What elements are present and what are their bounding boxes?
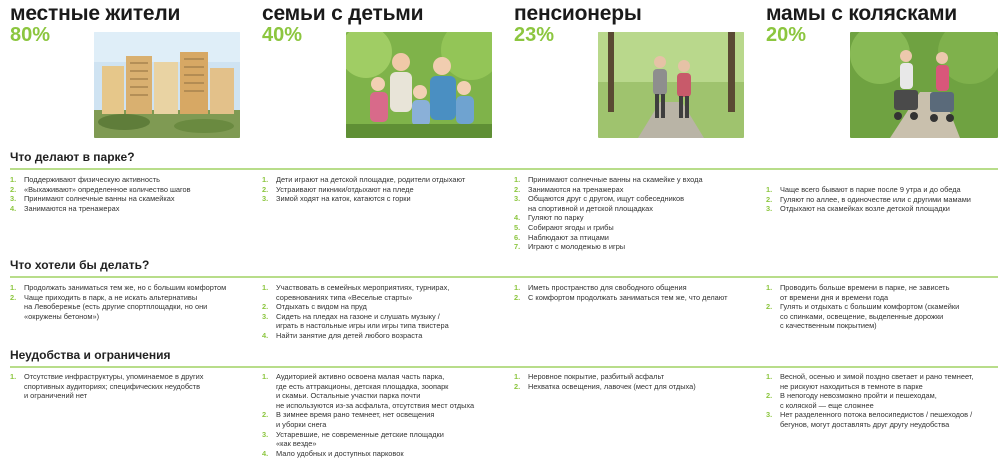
list-item-text: Проводить больше времени в парке, не зависеть от времени дня и времени года — [780, 283, 950, 302]
list-item — [262, 312, 502, 331]
section-divider — [10, 276, 998, 278]
list-item — [262, 449, 502, 459]
list-item-text: Зимой ходят на каток, катаются с горки — [276, 194, 411, 204]
list-item-number: 1. — [262, 175, 269, 184]
list-item — [766, 283, 1000, 302]
list-item — [766, 185, 1000, 195]
group-title: пенсионеры — [514, 2, 642, 25]
list-item-number: 4. — [514, 213, 521, 223]
group-title: семьи с детьми — [262, 2, 424, 25]
inconveniences-local-residents — [10, 372, 250, 401]
list-item-text: Устраивают пикники/отдыхают на пледе — [276, 184, 414, 194]
inconveniences-pensioners — [514, 372, 754, 391]
list-item — [10, 204, 250, 214]
list-item-text: В непогоду невозможно пройти и пешеходам, с коляской — еще сложнее — [780, 391, 937, 410]
what-they-want-pensioners — [514, 283, 754, 302]
what-they-want-mothers — [766, 283, 1000, 331]
family-with-children-photo — [346, 32, 492, 138]
list-item — [514, 242, 754, 252]
list-item-text: С комфортом продолжать заниматься тем же, что делают — [528, 292, 728, 302]
list-item — [514, 293, 754, 303]
list-item-number: 1. — [766, 283, 773, 292]
list-item — [766, 372, 1000, 391]
list-item — [262, 283, 502, 302]
list-item-text: Дети играют на детской площадке, родители отдыхают — [276, 175, 466, 184]
list-item-text: Занимаются на тренажерах — [24, 203, 120, 213]
group-title: мамы с колясками — [766, 2, 957, 25]
list-item-text: Сидеть на пледах на газоне и слушать музыку / играть в настольные игры или игры типа твистера — [276, 311, 449, 331]
list-item-number: 2. — [514, 292, 521, 302]
list-item-number: 2. — [514, 184, 521, 194]
list-item-number: 1. — [514, 283, 521, 292]
inconveniences-mothers — [766, 372, 1000, 430]
group-title: местные жители — [10, 2, 181, 25]
list-item — [10, 185, 250, 195]
section-divider — [10, 366, 998, 368]
list-item-text: Устаревшие, не современные детские площадки «как везде» — [276, 429, 444, 449]
list-item-text: Чаще приходить в парк, а не искать альтернативы на Левобережье (есть другие спортплощадки, но они «окружены бетоном») — [24, 292, 208, 321]
list-item-text: Занимаются на тренажерах — [528, 184, 624, 194]
list-item-number: 3. — [262, 429, 269, 439]
list-item — [514, 372, 754, 382]
list-item-text: Участвовать в семейных мероприятиях, турнирах, соревнованиях типа «Веселые старты» — [276, 283, 450, 302]
audience-groups — [10, 0, 1000, 140]
list-item-number: 1. — [262, 283, 269, 292]
list-item-text: Чаще всего бывают в парке после 9 утра и до обеда — [780, 185, 961, 194]
list-item-text: В зимнее время рано темнеет, нет освещения и уборки снега — [276, 410, 435, 429]
what-they-do-mothers — [766, 185, 1000, 214]
list-item-number: 3. — [262, 311, 269, 321]
list-item — [514, 223, 754, 233]
list-item-number: 4. — [262, 330, 269, 340]
list-item-number: 2. — [10, 184, 17, 194]
list-item-number: 2. — [10, 292, 17, 302]
list-item — [514, 175, 754, 185]
list-item — [10, 194, 250, 204]
list-item — [514, 213, 754, 223]
group-percent: 80% — [10, 24, 51, 46]
list-item-text: Гуляют по аллее, в одиночестве или с другими мамами — [780, 194, 971, 204]
list-item — [10, 175, 250, 185]
list-item-number: 2. — [262, 184, 269, 194]
list-item-number: 1. — [10, 283, 17, 292]
list-item — [262, 302, 502, 312]
list-item — [514, 185, 754, 195]
list-item-text: Весной, осенью и зимой поздно светает и рано темнеет, не рискуют находиться в темноте в парке — [780, 372, 974, 391]
list-item-number: 6. — [514, 232, 521, 242]
group-families-with-children — [262, 0, 502, 140]
list-item-number: 4. — [262, 448, 269, 458]
list-item — [514, 233, 754, 243]
group-percent: 20% — [766, 24, 807, 46]
list-item-text: Отсутствие инфраструктуры, упоминаемое в других спортивных аудиториях; специфических неудобств и ограничений нет — [24, 372, 204, 401]
list-item — [514, 382, 754, 392]
apartment-buildings-photo — [94, 32, 240, 138]
list-item — [10, 283, 250, 293]
section-divider — [10, 168, 998, 170]
list-item — [514, 194, 754, 213]
what-they-want-families — [262, 283, 502, 341]
mothers-with-strollers-photo — [850, 32, 998, 138]
list-item-text: Неровное покрытие, разбитый асфальт — [528, 372, 665, 381]
list-item-text: Принимают солнечные ванны на скамейке у входа — [528, 175, 703, 184]
list-item-number: 2. — [766, 194, 773, 204]
list-item — [262, 430, 502, 449]
list-item-number: 1. — [10, 175, 17, 184]
section-title-inconveniences: Неудобства и ограничения — [10, 348, 171, 362]
list-item-number: 1. — [514, 372, 521, 381]
list-item-text: Нехватка освещения, лавочек (мест для отдыха) — [528, 381, 696, 391]
list-item-number: 1. — [262, 372, 269, 381]
group-pensioners — [514, 0, 754, 140]
elderly-couple-walking-photo — [598, 32, 744, 138]
list-item-number: 3. — [766, 204, 773, 214]
section-title-what-they-want: Что хотели бы делать? — [10, 258, 150, 272]
list-item — [262, 185, 502, 195]
list-item — [766, 302, 1000, 331]
list-item-number: 2. — [262, 302, 269, 312]
list-item-number: 7. — [514, 242, 521, 252]
list-item-number: 1. — [766, 372, 773, 381]
what-they-do-local-residents — [10, 175, 250, 213]
list-item-number: 2. — [514, 381, 521, 391]
list-item-text: Отдыхать с видом на пруд — [276, 302, 367, 312]
list-item-number: 4. — [10, 203, 17, 213]
list-item-text: Иметь пространство для свободного общения — [528, 283, 687, 292]
list-item-text: Поддерживают физическую активность — [24, 175, 160, 184]
list-item-text: Гуляют по парку — [528, 213, 584, 223]
group-mothers-with-strollers — [766, 0, 1000, 140]
list-item-number: 3. — [514, 194, 521, 204]
list-item-text: Гулять и отдыхать с большим комфортом (скамейки со спинками, освещение, выделенные дорожки с качественным покрытием) — [780, 302, 960, 331]
group-percent: 40% — [262, 24, 303, 46]
list-item-number: 2. — [262, 410, 269, 420]
list-item-number: 3. — [10, 194, 17, 204]
list-item — [262, 372, 502, 410]
group-percent: 23% — [514, 24, 555, 46]
list-item — [766, 204, 1000, 214]
list-item-number: 1. — [514, 175, 521, 184]
list-item-number: 1. — [10, 372, 17, 381]
list-item — [262, 194, 502, 204]
list-item-number: 5. — [514, 222, 521, 232]
what-they-want-local-residents — [10, 283, 250, 321]
list-item — [262, 175, 502, 185]
list-item-number: 3. — [262, 194, 269, 204]
list-item-number: 3. — [766, 410, 773, 420]
list-item-text: Нет разделенного потока велосипедистов / пешеходов / бегунов, могут доставлять друг другу неудобства — [780, 410, 973, 429]
list-item — [10, 293, 250, 322]
list-item-text: Принимают солнечные ванны на скамейках — [24, 194, 175, 204]
list-item-text: Наблюдают за птицами — [528, 232, 609, 242]
what-they-do-pensioners — [514, 175, 754, 252]
list-item-text: Мало удобных и доступных парковок — [276, 448, 404, 458]
section-title-what-they-do: Что делают в парке? — [10, 150, 135, 164]
list-item — [262, 331, 502, 341]
list-item-number: 1. — [766, 185, 773, 194]
list-item — [766, 410, 1000, 429]
group-local-residents — [10, 0, 250, 140]
inconveniences-families — [262, 372, 502, 458]
list-item-text: Найти занятие для детей любого возраста — [276, 330, 423, 340]
list-item-number: 2. — [766, 302, 773, 312]
list-item-text: Аудиторией активно освоена малая часть парка, где есть аттракционы, детская площадка, зоопарк и скамьи. Остальные участки парка почти не используются из-за асфальта, отсутствия мест отдыха — [276, 372, 475, 410]
list-item-text: «Выхаживают» определенное количество шагов — [24, 184, 191, 194]
list-item — [766, 391, 1000, 410]
list-item-text: Собирают ягоды и грибы — [528, 222, 614, 232]
list-item — [766, 195, 1000, 205]
what-they-do-families — [262, 175, 502, 204]
list-item-text: Продолжать заниматься тем же, но с большим комфортом — [24, 283, 227, 292]
list-item-number: 2. — [766, 391, 773, 401]
list-item — [10, 372, 250, 401]
list-item — [262, 410, 502, 429]
list-item-text: Общаются друг с другом, ищут собеседников на спортивной и детской площадках — [528, 194, 685, 213]
list-item-text: Играют с молодежью в игры — [528, 242, 626, 252]
list-item-text: Отдыхают на скамейках возле детской площадки — [780, 204, 950, 214]
list-item — [514, 283, 754, 293]
